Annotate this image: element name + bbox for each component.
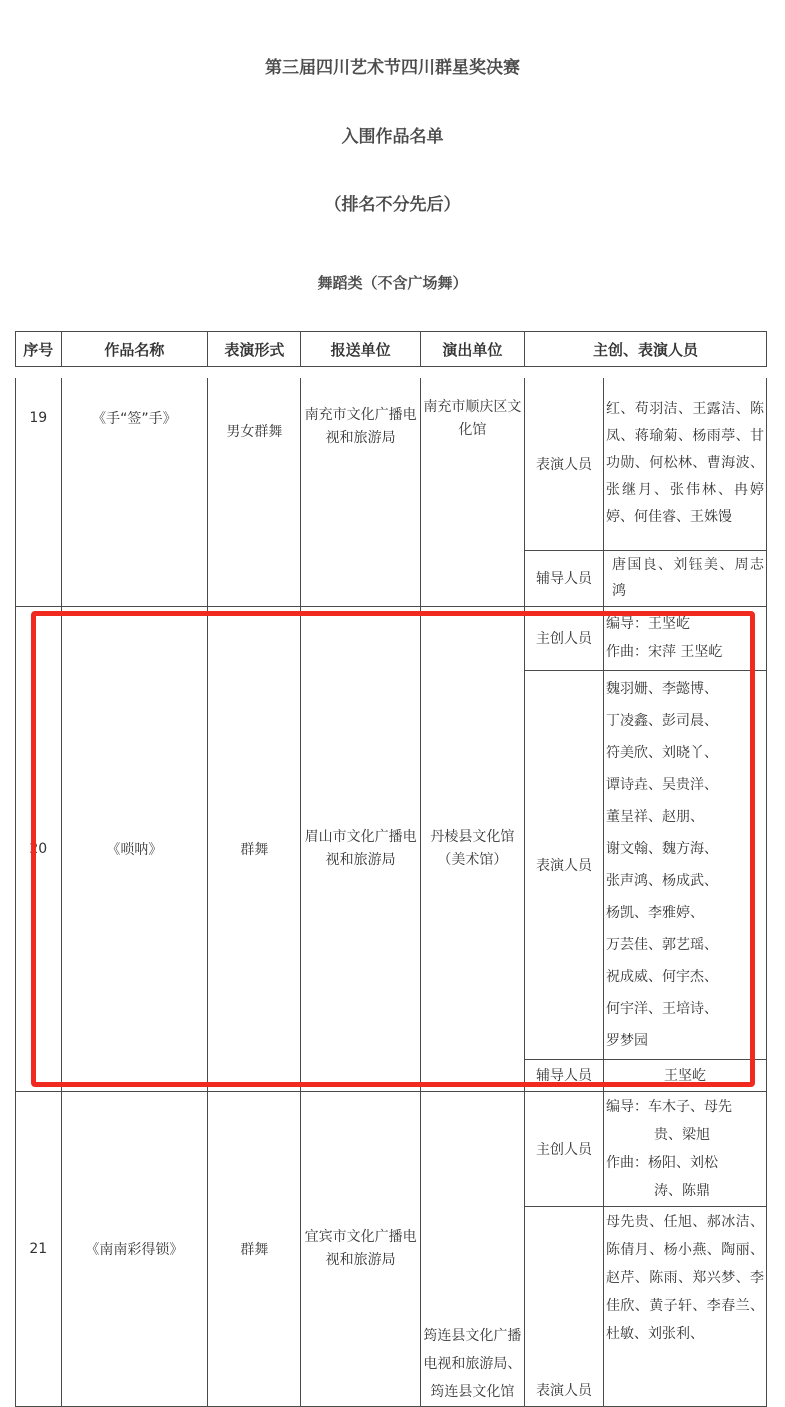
row-form: 群舞 — [208, 606, 301, 1091]
role-people: 王坚屹 — [603, 1059, 766, 1091]
role-label: 辅导人员 — [525, 550, 604, 606]
col-performer-unit: 演出单位 — [420, 332, 524, 367]
list-item: 张声鸿、杨成武、 — [605, 872, 718, 889]
list-item: 丁凌鑫、彭司晨、 — [605, 712, 718, 729]
list-item: 祝成威、何宇杰、 — [605, 968, 718, 985]
col-sender: 报送单位 — [301, 332, 420, 367]
role-people: 唐国良、刘钰美、周志鸿 — [603, 550, 766, 606]
list-item: 符美欣、刘晓丫、 — [605, 744, 718, 761]
row-work: 《唢呐》 — [61, 606, 208, 1091]
role-people: 母先贵、任旭、郝冰洁、陈倩月、杨小燕、陶丽、赵芹、陈雨、郑兴梦、李佳欣、黄子轩、李春兰、杜敏、刘张利、 — [603, 1206, 766, 1406]
list-item: 魏羽姗、李懿博、 — [605, 680, 718, 697]
credit-composer: 作曲：宋萍 王坚屹 — [605, 644, 723, 660]
role-people: 红、苟羽洁、王露洁、陈凤、蒋瑜菊、杨雨葶、甘功勋、何松林、曹海波、张继月、张伟林、冉婷婷、何佳睿、王姝馒 — [603, 378, 766, 550]
row-work: 《手“签”手》 — [61, 378, 208, 606]
credit-choreographer: 编导：王坚屹 — [605, 616, 690, 632]
row-performer-unit: 筠连县文化广播电视和旅游局、筠连县文化馆 — [420, 1091, 524, 1406]
list-item: 杨凯、李雅婷、 — [605, 904, 704, 921]
row-no: 19 — [16, 378, 62, 606]
col-staff: 主创、表演人员 — [525, 332, 767, 367]
credit-choreographer-cont: 贵、梁旭 — [653, 1126, 710, 1143]
col-form: 表演形式 — [208, 332, 301, 367]
row-performer-unit: 丹棱县文化馆（美术馆） — [420, 606, 524, 1091]
role-label: 表演人员 — [525, 378, 604, 550]
role-label: 主创人员 — [525, 606, 604, 670]
credit-composer-cont: 涛、陈鼎 — [653, 1182, 710, 1199]
row-form: 男女群舞 — [208, 378, 301, 606]
role-label: 辅导人员 — [525, 1059, 604, 1091]
role-label: 表演人员 — [525, 1206, 604, 1406]
list-item: 罗梦园 — [605, 1032, 648, 1049]
row-work: 《南南彩得锁》 — [61, 1091, 208, 1406]
table-row — [16, 1091, 767, 1206]
row-performer-unit: 南充市顺庆区文化馆 — [420, 378, 524, 606]
list-item: 万芸佳、郭艺瑶、 — [605, 936, 718, 953]
list-item: 何宇洋、王培诗、 — [605, 1000, 718, 1017]
table-row — [16, 606, 767, 670]
col-no: 序号 — [16, 332, 62, 367]
credit-choreographer: 编导：车木子、母先 — [605, 1098, 732, 1115]
row-sender: 宜宾市文化广播电视和旅游局 — [301, 1091, 420, 1406]
ranking-note: （排名不分先后） — [324, 195, 461, 215]
credit-composer: 作曲：杨阳、刘松 — [605, 1154, 718, 1171]
col-work: 作品名称 — [61, 332, 208, 367]
row-form: 群舞 — [208, 1091, 301, 1406]
role-label: 主创人员 — [525, 1091, 604, 1206]
row-no: 21 — [16, 1091, 62, 1406]
list-item: 谢文翰、魏方海、 — [605, 840, 718, 857]
list-subtitle: 入围作品名单 — [341, 127, 444, 147]
list-item: 谭诗垚、吴贵洋、 — [605, 776, 718, 793]
page-title: 第三届四川艺术节四川群星奖决赛 — [265, 58, 520, 78]
role-credits — [603, 1091, 766, 1206]
row-no: 20 — [16, 606, 62, 1091]
list-item: 董呈祥、赵朋、 — [605, 808, 704, 825]
role-people — [603, 670, 766, 1059]
table-row — [16, 378, 767, 550]
table-header — [15, 331, 767, 367]
role-credits — [603, 606, 766, 670]
entries-table — [15, 378, 767, 1407]
category-heading: 舞蹈类（不含广场舞） — [317, 274, 468, 292]
role-label: 表演人员 — [525, 670, 604, 1059]
row-sender: 南充市文化广播电视和旅游局 — [301, 378, 420, 606]
row-sender: 眉山市文化广播电视和旅游局 — [301, 606, 420, 1091]
